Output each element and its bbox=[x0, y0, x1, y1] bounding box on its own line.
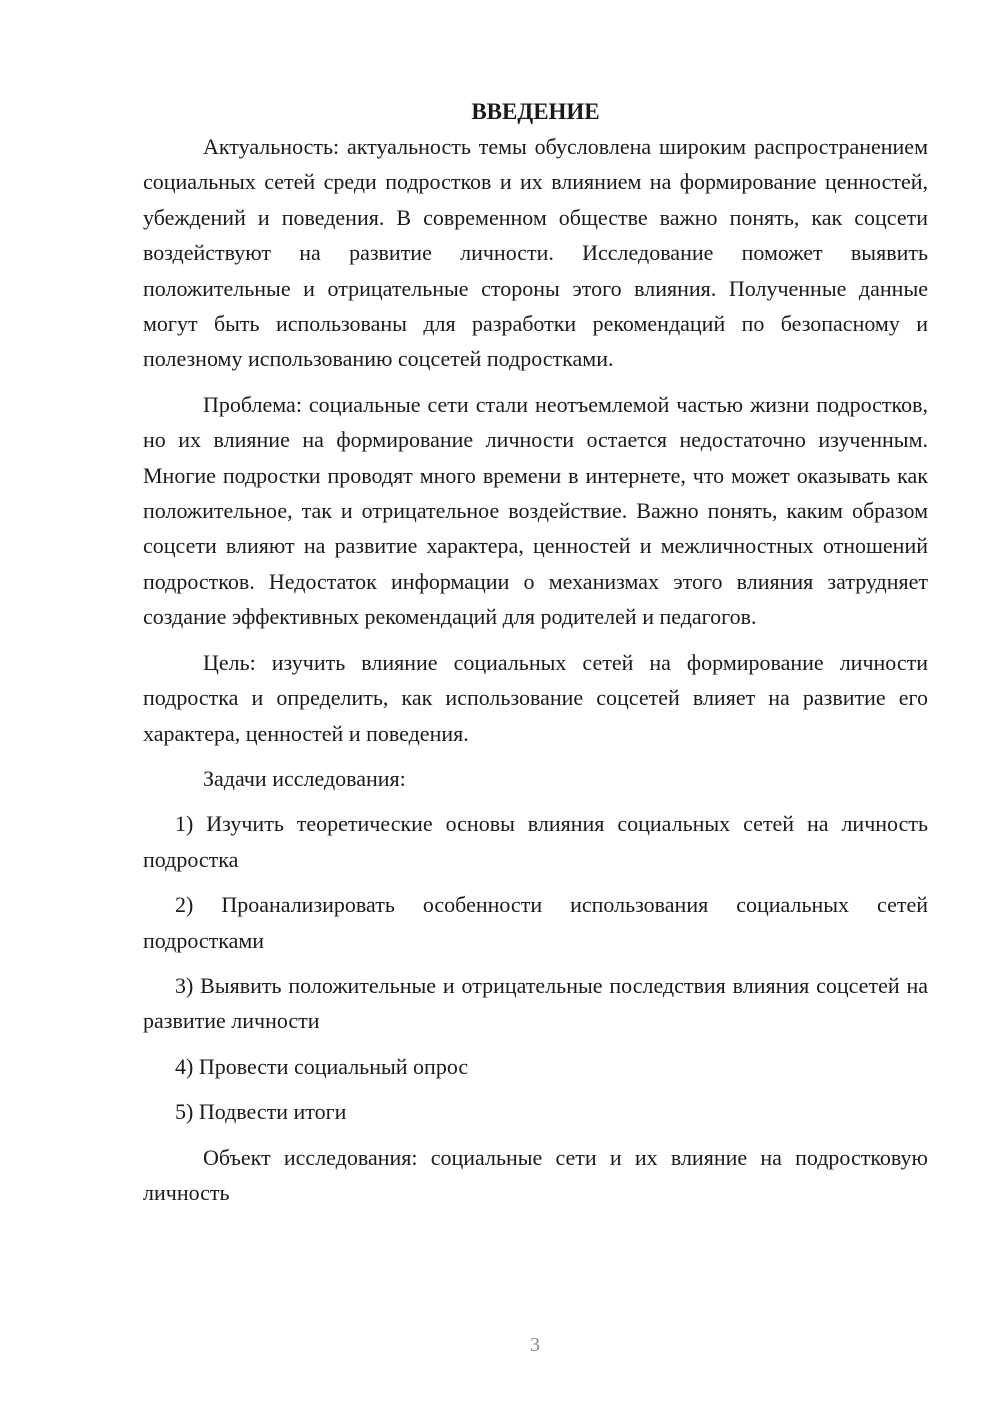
page-number: 3 bbox=[530, 1334, 540, 1356]
document-page bbox=[143, 94, 928, 1220]
section-heading: ВВЕДЕНИЕ bbox=[471, 99, 600, 124]
task-item-2: 2) Проанализировать особенности использования социальных сетей подростками bbox=[143, 892, 928, 953]
paragraph-problem: Проблема: социальные сети стали неотъемлемой частью жизни подростков, но их влияние на формирование личности остается недостаточно изученным. Многие подростки проводят много времени в интернете, что может оказывать как положительное, так и отрицательное воздействие. Важно понять, каким образом соцсети влияют на развитие характера, ценностей и межличностных отношений подростков. Недостаток информации о механизмах этого влияния затрудняет создание эффективных рекомендаций для родителей и педагогов. bbox=[143, 391, 928, 630]
paragraph-object: Объект исследования: социальные сети и их влияние на подростковую личность bbox=[143, 1144, 928, 1205]
task-item-4: 4) Провести социальный опрос bbox=[175, 1053, 469, 1079]
task-item-5: 5) Подвести итоги bbox=[175, 1099, 347, 1125]
paragraph-goal: Цель: изучить влияние социальных сетей на формирование личности подростка и определить, как использование соцсетей влияет на развитие его характера, ценностей и поведения. bbox=[143, 649, 928, 746]
paragraph-relevance: Актуальность: актуальность темы обусловлена широким распространением социальных сетей среди подростков и их влиянием на формирование ценностей, убеждений и поведения. В современном обществе важно понять, как соцсети воздействуют на развитие личности. Исследование поможет выявить положительные и отрицательные стороны этого влияния. Полученные данные могут быть использованы для разработки рекомендаций по безопасному и полезному использованию соцсетей подростками. bbox=[143, 134, 928, 372]
tasks-title: Задачи исследования: bbox=[203, 765, 406, 791]
task-item-1: 1) Изучить теоретические основы влияния социальных сетей на личность подростка bbox=[143, 811, 928, 872]
task-item-3: 3) Выявить положительные и отрицательные последствия влияния соцсетей на развитие личности bbox=[143, 972, 928, 1034]
